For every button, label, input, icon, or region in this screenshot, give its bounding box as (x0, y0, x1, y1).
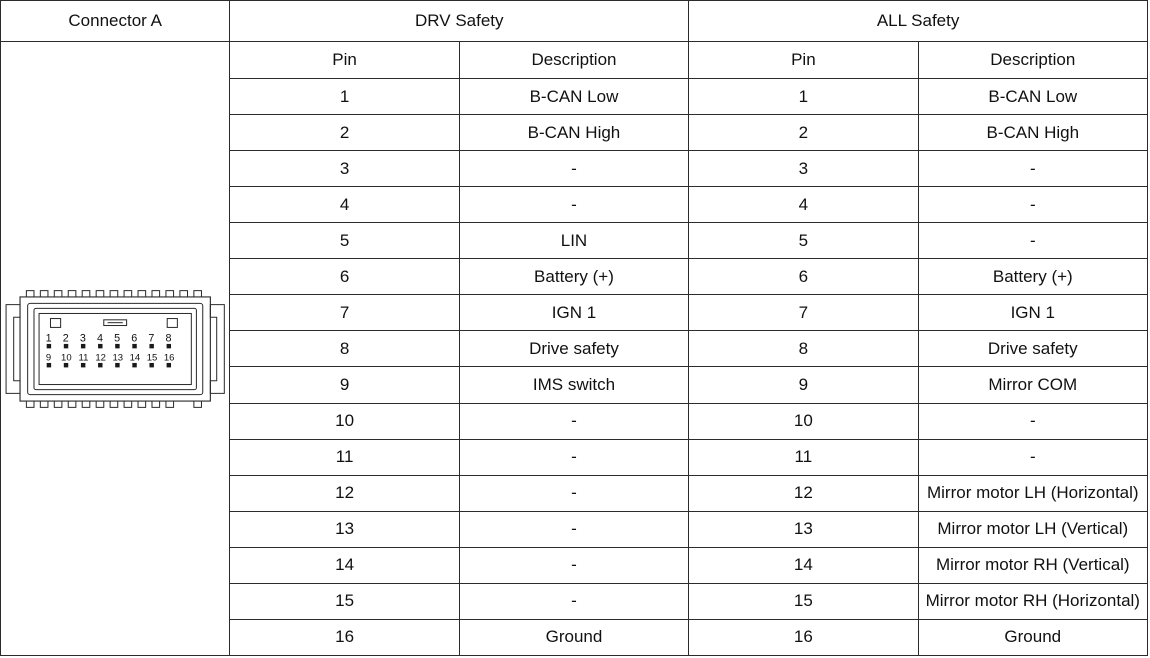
drv-description: IMS switch (459, 367, 688, 403)
drv-pin: 14 (230, 547, 459, 583)
pin-label-13: 13 (112, 351, 124, 363)
drv-pin: 9 (230, 367, 459, 403)
all-description: Mirror motor RH (Vertical) (918, 547, 1147, 583)
all-pin: 9 (689, 367, 918, 403)
all-description: Mirror motor LH (Vertical) (918, 511, 1147, 547)
all-pin: 4 (689, 187, 918, 223)
pin-label-1: 1 (45, 331, 52, 344)
connector-drawing (1, 249, 229, 449)
drv-description: - (459, 547, 688, 583)
drv-pin: 10 (230, 403, 459, 439)
pin-label-8: 8 (165, 331, 172, 344)
drv-pin: 5 (230, 223, 459, 259)
drv-description: - (459, 187, 688, 223)
all-description: - (918, 403, 1147, 439)
drv-description: IGN 1 (459, 295, 688, 331)
all-description: Drive safety (918, 331, 1147, 367)
all-pin: 3 (689, 151, 918, 187)
drv-pin: 4 (230, 187, 459, 223)
all-description: B-CAN Low (918, 79, 1147, 115)
all-description: - (918, 439, 1147, 475)
drv-pin: 13 (230, 511, 459, 547)
drv-description: B-CAN High (459, 115, 688, 151)
subheader-drv-description: Description (459, 42, 688, 79)
drv-description: - (459, 583, 688, 619)
pin-label-15: 15 (146, 351, 158, 363)
all-pin: 8 (689, 331, 918, 367)
drv-description: Battery (+) (459, 259, 688, 295)
drv-pin: 12 (230, 475, 459, 511)
drv-description: Ground (459, 619, 688, 655)
drv-pin: 2 (230, 115, 459, 151)
all-description: Mirror COM (918, 367, 1147, 403)
pin-label-3: 3 (79, 331, 86, 344)
connector-illustration-svg (1, 249, 229, 449)
all-pin: 12 (689, 475, 918, 511)
pin-label-16: 16 (163, 351, 175, 363)
subheader-drv-pin: Pin (230, 42, 459, 79)
drv-description: - (459, 439, 688, 475)
all-pin: 6 (689, 259, 918, 295)
subheader-all-description: Description (918, 42, 1147, 79)
drv-description: - (459, 403, 688, 439)
table-header-row (1, 1, 1148, 42)
pin-label-4: 4 (96, 331, 103, 344)
pin-label-10: 10 (61, 351, 72, 363)
subheader-all-pin: Pin (689, 42, 918, 79)
all-description: Mirror motor RH (Horizontal) (918, 583, 1147, 619)
drv-pin: 3 (230, 151, 459, 187)
all-pin: 11 (689, 439, 918, 475)
all-pin: 15 (689, 583, 918, 619)
drv-pin: 15 (230, 583, 459, 619)
all-description: IGN 1 (918, 295, 1147, 331)
pin-label-5: 5 (114, 331, 121, 344)
header-all-safety: ALL Safety (689, 1, 1148, 42)
drv-description: LIN (459, 223, 688, 259)
drv-description: - (459, 151, 688, 187)
all-pin: 16 (689, 619, 918, 655)
header-connector-a: Connector A (1, 1, 230, 42)
header-drv-safety: DRV Safety (230, 1, 689, 42)
all-description: Battery (+) (918, 259, 1147, 295)
table-subheader-row (1, 42, 1148, 79)
drv-pin: 11 (230, 439, 459, 475)
all-pin: 2 (689, 115, 918, 151)
pin-label-7: 7 (148, 331, 155, 344)
pin-label-11: 11 (78, 351, 89, 363)
all-description: Ground (918, 619, 1147, 655)
all-pin: 10 (689, 403, 918, 439)
pin-label-6: 6 (131, 331, 138, 344)
all-pin: 14 (689, 547, 918, 583)
all-description: B-CAN High (918, 115, 1147, 151)
drv-pin: 16 (230, 619, 459, 655)
drv-pin: 7 (230, 295, 459, 331)
drv-description: - (459, 511, 688, 547)
all-description: - (918, 187, 1147, 223)
all-description: - (918, 151, 1147, 187)
all-pin: 5 (689, 223, 918, 259)
drv-description: Drive safety (459, 331, 688, 367)
drv-pin: 8 (230, 331, 459, 367)
all-description: - (918, 223, 1147, 259)
pin-label-2: 2 (62, 331, 69, 344)
all-pin: 1 (689, 79, 918, 115)
all-pin: 13 (689, 511, 918, 547)
drv-pin: 1 (230, 79, 459, 115)
all-description: Mirror motor LH (Horizontal) (918, 475, 1147, 511)
pin-label-9: 9 (45, 351, 52, 363)
drv-description: B-CAN Low (459, 79, 688, 115)
connector-diagram-cell (1, 42, 230, 656)
pin-label-14: 14 (129, 351, 141, 363)
pin-label-12: 12 (95, 351, 106, 363)
all-pin: 7 (689, 295, 918, 331)
drv-pin: 6 (230, 259, 459, 295)
drv-description: - (459, 475, 688, 511)
